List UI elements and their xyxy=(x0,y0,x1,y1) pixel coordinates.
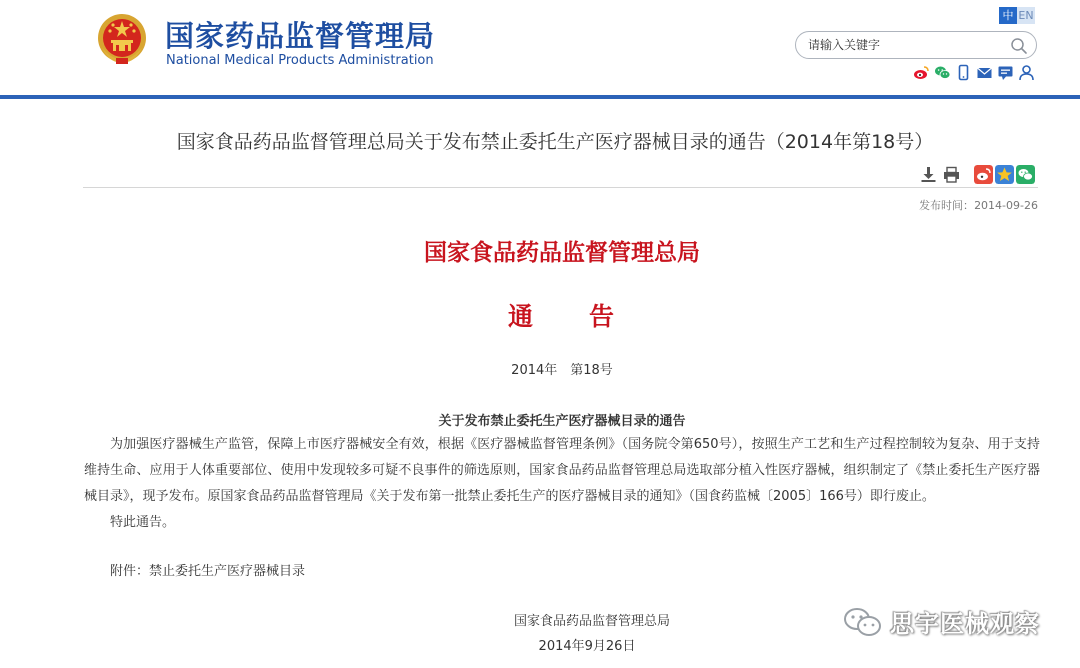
message-icon[interactable] xyxy=(997,64,1014,81)
language-switch xyxy=(999,7,1035,24)
email-icon[interactable] xyxy=(976,64,993,81)
watermark-text: 思宇医械观察 xyxy=(890,610,1040,638)
search-box xyxy=(795,31,1037,59)
watermark xyxy=(842,604,1040,639)
header-divider-bar xyxy=(0,95,1080,99)
signature-date: 2014年9月26日 xyxy=(538,639,636,654)
signature-org: 国家食品药品监督管理总局 xyxy=(513,614,670,629)
share-wechat-icon[interactable] xyxy=(1016,165,1035,184)
article-title: 国家食品药品监督管理总局关于发布禁止委托生产医疗器械目录的通告（2014年第18号） xyxy=(176,131,934,153)
wechat-icon[interactable] xyxy=(934,64,951,81)
print-icon[interactable] xyxy=(943,166,960,183)
publish-date xyxy=(880,197,1038,213)
document-closing: 特此通告。 xyxy=(110,515,176,530)
publish-date-label: 发布时间： xyxy=(919,199,975,212)
document-number: 2014年 第18号 xyxy=(511,363,613,378)
document-attachment-link[interactable]: 附件：禁止委托生产医疗器械目录 xyxy=(110,564,306,579)
share-weibo-icon[interactable] xyxy=(974,165,993,184)
document-issuing-org: 国家食品药品监督管理总局 xyxy=(424,240,700,266)
document-type: 通 告 xyxy=(507,302,616,331)
download-icon[interactable] xyxy=(920,166,937,183)
site-header xyxy=(0,0,1080,95)
search-input[interactable] xyxy=(808,36,998,54)
document-subject: 关于发布禁止委托生产医疗器械目录的通告 xyxy=(438,414,686,429)
search-icon[interactable] xyxy=(1010,37,1028,55)
lang-en-button[interactable]: EN xyxy=(1018,9,1034,22)
document-body: 为加强医疗器械生产监管，保障上市医疗器械安全有效，根据《医疗器械监督管理条例》（国务院令第650号），按照生产工艺和生产过程控制较为复杂、用于支持维持生命、应用于人体重要部位、使用中发现较多可疑不良事件的筛选原则，国家食品药品监督管理总局选取部分植入性医疗器械，组织制定了《禁止委托生产医疗器械目录》，现予发布。原国家食品药品监督管理局《关于发布第一批禁止委托生产的医疗器械目录的通知》（国食药监械〔2005〕166号）即行废止。 xyxy=(84,437,1040,504)
social-links xyxy=(913,64,1035,81)
wechat-watermark-icon xyxy=(842,605,884,639)
national-emblem-logo[interactable] xyxy=(96,12,148,66)
user-icon[interactable] xyxy=(1018,64,1035,81)
share-tools xyxy=(974,165,1035,184)
weibo-icon[interactable] xyxy=(913,64,930,81)
favorite-icon[interactable] xyxy=(995,165,1014,184)
site-title-cn[interactable]: 国家药品监督管理局 xyxy=(165,19,436,53)
mobile-icon[interactable] xyxy=(955,64,972,81)
article-tools xyxy=(920,166,960,183)
publish-date-value: 2014-09-26 xyxy=(974,199,1038,212)
site-title-en[interactable]: National Medical Products Administration xyxy=(166,53,434,68)
lang-zh-button[interactable]: 中 xyxy=(999,7,1017,24)
title-divider xyxy=(83,187,1038,188)
